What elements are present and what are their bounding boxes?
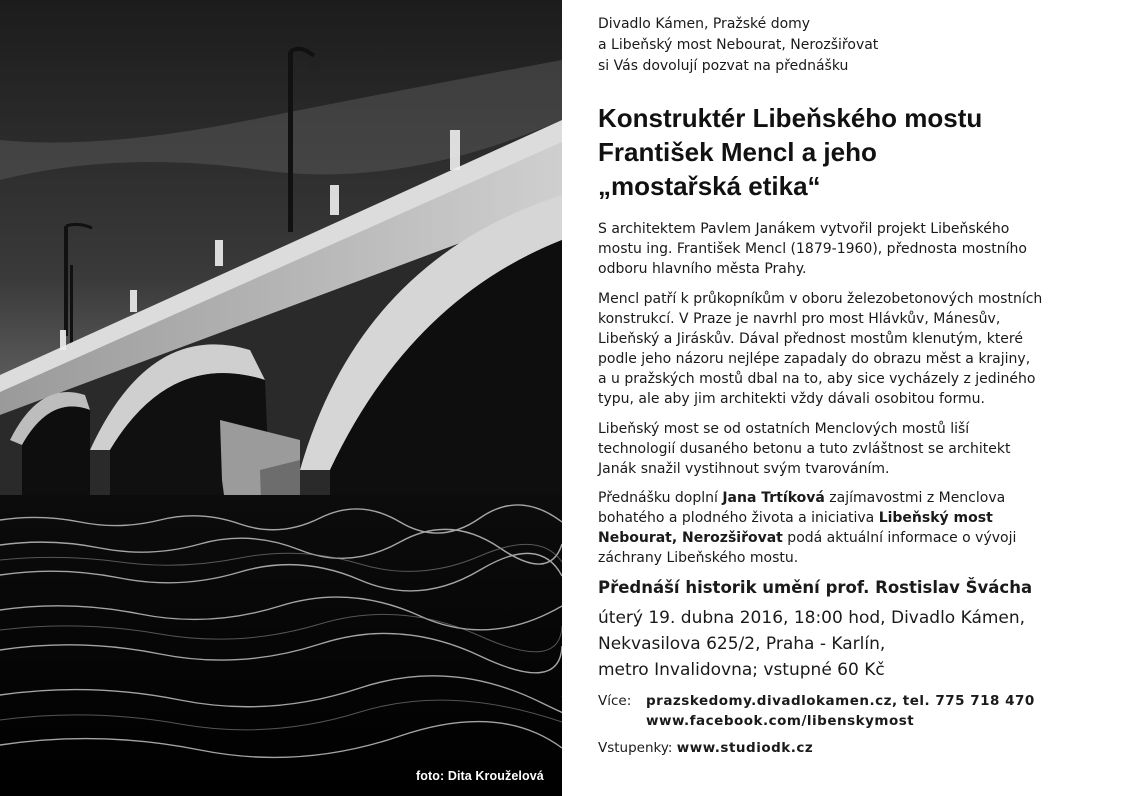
- facebook-link[interactable]: www.facebook.com/libenskymost: [646, 713, 915, 729]
- initiative-name: Libeňský most: [878, 510, 993, 526]
- paragraph-line: Mencl patří k průkopníkům v oboru železobetonových mostních: [598, 291, 1043, 307]
- intro-line: Divadlo Kámen, Pražské domy: [598, 16, 811, 32]
- bridge-photo: [0, 0, 562, 796]
- tickets-info: [598, 738, 813, 758]
- paragraph-line: Libeňský a Jiráskův. Dával přednost mostům klenutým, které: [598, 331, 1023, 347]
- contact-line: [598, 691, 1035, 711]
- paragraph-line: mostu ing. František Mencl (1879-1960), přednosta mostního: [598, 241, 1027, 257]
- bridge-illustration: [0, 0, 562, 796]
- photo-credit: foto: Dita Krouželová: [416, 769, 544, 783]
- paragraph-line: Janák snažil vystihnout svým tvarováním.: [598, 461, 890, 477]
- text-span: podá aktuální informace o vývoji: [782, 530, 1017, 546]
- title-line: František Mencl a jeho: [598, 137, 877, 167]
- contact-website-link[interactable]: prazskedomy.divadlokamen.cz, tel. 775 718 470: [646, 693, 1035, 709]
- initiative-name: Nebourat, Nerozšiřovat: [598, 530, 783, 546]
- event-line: úterý 19. dubna 2016, 18:00 hod, Divadlo Kámen,: [598, 608, 1026, 628]
- contact-info: [598, 691, 1035, 731]
- intro: [598, 14, 1098, 77]
- paragraph-1: [598, 219, 1098, 279]
- paragraph-line: [598, 508, 1098, 528]
- event-line: Nekvasilova 625/2, Praha - Karlín,: [598, 634, 886, 654]
- lecturer-heading: Přednáší historik umění prof. Rostislav Švácha: [598, 578, 1033, 597]
- event-details: [598, 605, 1025, 683]
- text-span: zajímavostmi z Menclova: [824, 490, 1006, 506]
- title-line: „mostařská etika“: [598, 171, 821, 201]
- paragraph-line: záchrany Libeňského mostu.: [598, 550, 799, 566]
- paragraph-3: [598, 419, 1098, 479]
- paragraph-line: odboru hlavního města Prahy.: [598, 261, 807, 277]
- text-span: bohatého a plodného života a iniciativa: [598, 510, 879, 526]
- text-span: Přednášku doplní: [598, 490, 723, 506]
- paragraph-line: a u pražských mostů dbal na to, aby sice vycházely z jediného: [598, 371, 1036, 387]
- paragraph-line: podle jeho názoru nejlépe zapadaly do obrazu měst a krajiny,: [598, 351, 1031, 367]
- contact-label: Více:: [598, 693, 632, 709]
- paragraph-line: typu, ale aby jim architekti vždy dávali osobitou formu.: [598, 391, 985, 407]
- page-title: [598, 101, 1108, 203]
- paragraph-line: konstrukcí. V Praze je navrhl pro most Hlávkův, Mánesův,: [598, 311, 1001, 327]
- paragraph-line: Libeňský most se od ostatních Menclových mostů liší: [598, 421, 970, 437]
- speaker-name: Jana Trtíková: [722, 490, 825, 506]
- contact-line: [598, 711, 1035, 731]
- paragraph-line: technologií dusaného betonu a tuto zvláštnost se architekt: [598, 441, 1011, 457]
- paragraph-line: [598, 528, 1098, 548]
- title-line: Konstruktér Libeňského mostu: [598, 103, 983, 133]
- paragraph-line: S architektem Pavlem Janákem vytvořil projekt Libeňského: [598, 221, 1010, 237]
- paragraph-line: [598, 488, 1098, 508]
- tickets-label: Vstupenky:: [598, 740, 673, 756]
- tickets-link[interactable]: www.studiodk.cz: [676, 740, 814, 756]
- intro-line: si Vás dovolují pozvat na přednášku: [598, 58, 849, 74]
- event-line: metro Invalidovna; vstupné 60 Kč: [598, 660, 885, 680]
- intro-line: a Libeňský most Nebourat, Nerozšiřovat: [598, 37, 879, 53]
- paragraph-4: [598, 488, 1098, 568]
- paragraph-2: [598, 289, 1098, 409]
